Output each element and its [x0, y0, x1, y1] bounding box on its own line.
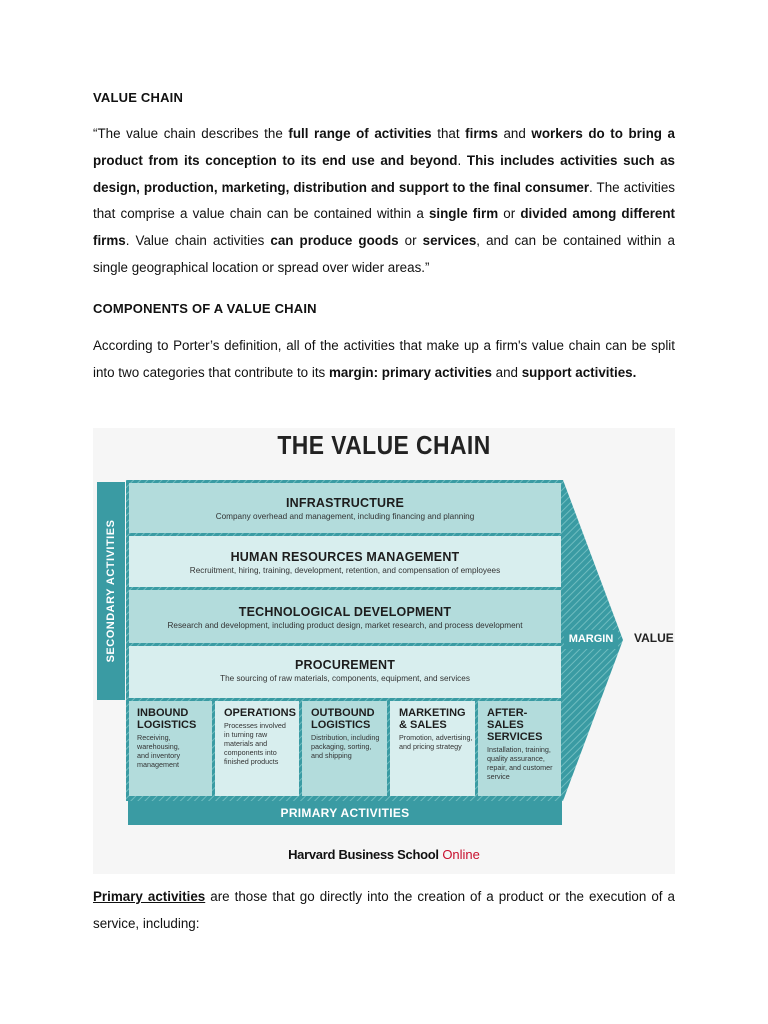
diagram-title: THE VALUE CHAIN [277, 430, 491, 460]
credit-online: Online [438, 847, 480, 862]
column-description: Distribution, including packaging, sorting, and shipping [311, 733, 380, 760]
text-run: that [431, 126, 466, 141]
hbs-online-credit [93, 847, 675, 862]
porter-paragraph [93, 333, 675, 387]
value-chain-diagram [93, 428, 675, 874]
text-run: and [497, 126, 532, 141]
column-description: Installation, training, quality assurance, repair, and customer service [487, 745, 553, 781]
text-run: or [398, 233, 423, 249]
column-description: Promotion, advertising, and pricing strategy [399, 733, 473, 751]
support-row-procurement [128, 658, 562, 683]
column-title: INBOUND LOGISTICS [137, 707, 197, 731]
column-title: OPERATIONS [224, 707, 296, 719]
value-chain-heading: VALUE CHAIN [93, 90, 184, 105]
support-row-technology [128, 605, 562, 630]
secondary-label-text: SECONDARY ACTIVITIES [105, 519, 117, 663]
bold-run: support activities. [521, 364, 637, 380]
row-description: Recruitment, hiring, training, development, retention, and compensation of employees [189, 566, 501, 575]
primary-inbound-logistics [128, 699, 211, 797]
bold-run: divided among different firms [93, 206, 675, 249]
text-run: and [491, 364, 522, 380]
margin-badge: MARGIN [564, 630, 618, 649]
bold-run: margin: primary activities [328, 364, 492, 380]
primary-outbound-logistics [302, 699, 387, 797]
text-run: According to Porter’s definition, all of the activities that make up a firm's value chain can be split into two categories that contribute to its [93, 338, 675, 380]
column-description: Receiving, warehousing, and inventory management [137, 733, 181, 769]
column-title: AFTER-SALES SERVICES [487, 707, 543, 743]
underlined-term: Primary activities [93, 889, 206, 904]
support-row-infrastructure [128, 496, 562, 521]
row-description: The sourcing of raw materials, components, equipment, and services [220, 674, 470, 683]
bold-run: can produce goods [270, 233, 399, 249]
row-title: PROCUREMENT [294, 658, 396, 672]
column-title: OUTBOUND LOGISTICS [311, 707, 375, 731]
text-run: , and can be contained within a single geographical location or spread over wider areas.” [93, 233, 676, 275]
text-run: . The activities that comprise a value chain can be contained within a [93, 179, 675, 222]
text-run: “The value chain describes the [93, 126, 289, 141]
support-activities [128, 481, 562, 703]
bold-run: full range of activities [288, 126, 432, 141]
bold-run: services [422, 233, 477, 249]
primary-operations [215, 699, 299, 797]
text-run: are those that go directly into the creation of a product or the execution of a service, including: [93, 889, 675, 931]
primary-activities-bar: PRIMARY ACTIVITIES [128, 801, 562, 825]
bold-run: workers do to bring a product from its conception to its end use and beyond [93, 126, 675, 168]
components-heading: COMPONENTS OF A VALUE CHAIN [93, 301, 317, 316]
bold-run: single firm [428, 206, 499, 222]
row-title: HUMAN RESOURCES MANAGEMENT [230, 550, 460, 564]
primary-marketing-sales [390, 699, 475, 797]
column-description: Processes involved in turning raw materials and components into finished products [224, 721, 286, 766]
primary-after-sales [478, 699, 562, 797]
primary-activities [128, 699, 562, 797]
row-title: TECHNOLOGICAL DEVELOPMENT [238, 605, 452, 619]
bold-run: This includes activities such as design, production, marketing, distribution and support to the final consumer [93, 152, 675, 195]
value-label: VALUE [634, 631, 674, 645]
credit-school: Harvard Business School [288, 847, 439, 862]
text-run: . Value chain activities [125, 233, 271, 249]
column-title: MARKETING & SALES [399, 707, 466, 731]
text-run: or [498, 206, 521, 222]
secondary-activities-label [97, 482, 125, 700]
bold-run: firms [465, 126, 498, 141]
support-row-hr [128, 550, 562, 575]
row-description: Research and development, including product design, market research, and process development [167, 621, 523, 630]
value-chain-definition-paragraph [93, 121, 675, 282]
text-run: . [457, 152, 467, 168]
row-title: INFRASTRUCTURE [285, 496, 405, 510]
row-description: Company overhead and management, including financing and planning [215, 512, 475, 521]
primary-activities-paragraph [93, 884, 675, 938]
